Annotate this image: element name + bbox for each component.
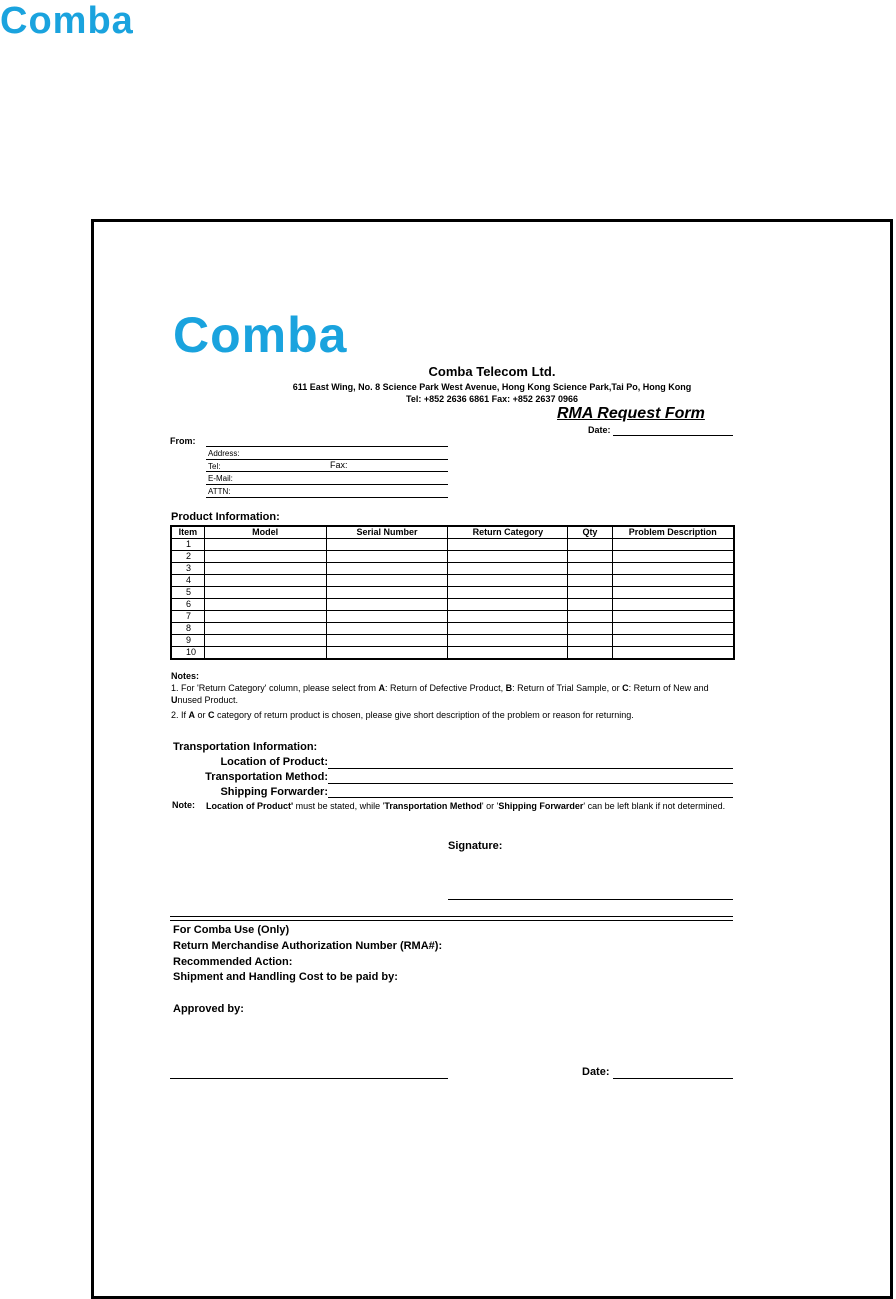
col-header-return-category: Return Category xyxy=(448,526,568,539)
note-1-text-b: : Return of Defective Product, xyxy=(385,683,506,693)
cell-problem-description[interactable] xyxy=(612,539,734,551)
note-1-cat-a: A xyxy=(378,683,386,693)
company-address: 611 East Wing, No. 8 Science Park West Avenue, Hong Kong Science Park,Tai Po, Hong Kong xyxy=(292,382,692,392)
transport-note-label: Note: xyxy=(172,800,195,810)
note-1-unused-initial: U xyxy=(171,695,178,705)
cell-qty[interactable] xyxy=(568,599,612,611)
cell-return-category[interactable] xyxy=(448,587,568,599)
signature-label: Signature: xyxy=(448,840,503,852)
approval-date-field[interactable] xyxy=(613,1078,733,1079)
table-row xyxy=(171,611,734,623)
table-row xyxy=(171,599,734,611)
cell-problem-description[interactable] xyxy=(612,563,734,575)
table-row xyxy=(171,551,734,563)
note-2-cat-a: A xyxy=(188,710,196,720)
company-name: Comba Telecom Ltd. xyxy=(428,364,556,379)
note-2-cat-c: C xyxy=(208,710,215,720)
item-number: 1 xyxy=(171,539,204,551)
note-2 xyxy=(171,709,736,721)
cell-serial-number[interactable] xyxy=(326,611,448,623)
product-table-header xyxy=(171,526,734,539)
divider-bottom xyxy=(170,920,733,921)
item-number: 8 xyxy=(171,623,204,635)
forwarder-label: Shipping Forwarder: xyxy=(220,786,328,798)
cell-qty[interactable] xyxy=(568,611,612,623)
email-field[interactable] xyxy=(206,484,448,485)
cell-problem-description[interactable] xyxy=(612,647,734,660)
cell-serial-number[interactable] xyxy=(326,599,448,611)
cell-serial-number[interactable] xyxy=(326,635,448,647)
item-number: 5 xyxy=(171,587,204,599)
col-header-qty: Qty xyxy=(568,526,612,539)
cell-qty[interactable] xyxy=(568,575,612,587)
from-field[interactable] xyxy=(206,446,448,447)
cell-model[interactable] xyxy=(204,539,326,551)
email-label: E-Mail: xyxy=(208,474,233,483)
cell-model[interactable] xyxy=(204,575,326,587)
col-header-model: Model xyxy=(204,526,326,539)
product-table xyxy=(170,525,735,660)
cell-serial-number[interactable] xyxy=(326,647,448,660)
cell-serial-number[interactable] xyxy=(326,575,448,587)
address-field[interactable] xyxy=(206,459,448,460)
cell-return-category[interactable] xyxy=(448,575,568,587)
cell-problem-description[interactable] xyxy=(612,635,734,647)
method-label: Transportation Method: xyxy=(205,771,328,783)
cell-serial-number[interactable] xyxy=(326,623,448,635)
cell-model[interactable] xyxy=(204,635,326,647)
note-2-text-c: category of return product is chosen, please give short description of the problem or reason for returning. xyxy=(214,710,634,720)
cell-return-category[interactable] xyxy=(448,647,568,660)
item-number: 9 xyxy=(171,635,204,647)
item-number: 3 xyxy=(171,563,204,575)
cell-return-category[interactable] xyxy=(448,551,568,563)
cell-model[interactable] xyxy=(204,551,326,563)
cell-problem-description[interactable] xyxy=(612,599,734,611)
cell-problem-description[interactable] xyxy=(612,587,734,599)
attn-field[interactable] xyxy=(206,497,448,498)
cell-return-category[interactable] xyxy=(448,611,568,623)
comba-use-heading: For Comba Use (Only) xyxy=(173,924,290,936)
table-row xyxy=(171,539,734,551)
note-2-text: 2. If xyxy=(171,710,189,720)
item-number: 4 xyxy=(171,575,204,587)
note-1-cat-c: C xyxy=(622,683,629,693)
comba-logo-header: Comba xyxy=(0,0,134,42)
divider-top xyxy=(170,916,733,917)
cell-return-category[interactable] xyxy=(448,599,568,611)
cell-return-category[interactable] xyxy=(448,635,568,647)
transport-note xyxy=(206,800,736,812)
cell-serial-number[interactable] xyxy=(326,551,448,563)
cell-serial-number[interactable] xyxy=(326,539,448,551)
cell-problem-description[interactable] xyxy=(612,551,734,563)
tel-label: Tel: xyxy=(208,462,221,471)
product-info-heading: Product Information: xyxy=(171,511,280,523)
from-label: From: xyxy=(170,436,196,446)
notes-section xyxy=(171,670,736,721)
cell-model[interactable] xyxy=(204,587,326,599)
cell-qty[interactable] xyxy=(568,623,612,635)
note-1-text-d: : Return of New and xyxy=(628,683,709,693)
tel-fax-field[interactable] xyxy=(206,471,448,472)
col-header-serial-number: Serial Number xyxy=(326,526,448,539)
item-number: 7 xyxy=(171,611,204,623)
cell-model[interactable] xyxy=(204,563,326,575)
cell-problem-description[interactable] xyxy=(612,611,734,623)
cell-serial-number[interactable] xyxy=(326,563,448,575)
cell-return-category[interactable] xyxy=(448,539,568,551)
note-1 xyxy=(171,682,736,706)
cell-qty[interactable] xyxy=(568,539,612,551)
note-1-text: 1. For 'Return Category' column, please select from xyxy=(171,683,379,693)
approved-by-field[interactable] xyxy=(170,1078,448,1079)
cell-serial-number[interactable] xyxy=(326,587,448,599)
transport-heading: Transportation Information: xyxy=(173,741,318,753)
rma-form-page xyxy=(91,219,893,1299)
cell-model[interactable] xyxy=(204,623,326,635)
cell-qty[interactable] xyxy=(568,587,612,599)
transport-note-text-f: ' can be left blank if not determined. xyxy=(583,801,726,811)
note-1-text-e: nused Product. xyxy=(177,695,239,705)
col-header-item: Item xyxy=(171,526,204,539)
transport-note-text-d: ' or ' xyxy=(481,801,499,811)
cell-return-category[interactable] xyxy=(448,563,568,575)
rma-number-label: Return Merchandise Authorization Number (RMA#): xyxy=(173,940,443,952)
date-label: Date: xyxy=(588,425,611,435)
method-field[interactable] xyxy=(328,783,733,784)
transport-note-text-b: must be stated, while ' xyxy=(293,801,385,811)
form-title: RMA Request Form xyxy=(557,405,705,422)
location-field[interactable] xyxy=(328,768,733,769)
table-row xyxy=(171,635,734,647)
signature-field[interactable] xyxy=(448,899,733,900)
table-row xyxy=(171,587,734,599)
col-header-problem-description: Problem Description xyxy=(612,526,734,539)
fax-label: Fax: xyxy=(330,460,348,470)
cell-model[interactable] xyxy=(204,611,326,623)
transport-note-location: Location of Product' xyxy=(206,801,294,811)
comba-logo-form: Comba xyxy=(173,307,348,363)
item-number: 2 xyxy=(171,551,204,563)
company-tel-fax: Tel: +852 2636 6861 Fax: +852 2637 0966 xyxy=(406,394,578,404)
shipping-cost-label: Shipment and Handling Cost to be paid by: xyxy=(173,971,398,983)
cell-qty[interactable] xyxy=(568,647,612,660)
cell-model[interactable] xyxy=(204,599,326,611)
note-1-text-c: : Return of Trial Sample, or xyxy=(512,683,623,693)
cell-return-category[interactable] xyxy=(448,623,568,635)
table-row xyxy=(171,647,734,660)
cell-problem-description[interactable] xyxy=(612,623,734,635)
table-row xyxy=(171,575,734,587)
location-label: Location of Product: xyxy=(220,756,328,768)
table-row xyxy=(171,623,734,635)
forwarder-field[interactable] xyxy=(328,797,733,798)
address-label: Address: xyxy=(208,449,240,458)
transport-note-forwarder: Shipping Forwarder xyxy=(498,801,584,811)
cell-problem-description[interactable] xyxy=(612,575,734,587)
cell-qty[interactable] xyxy=(568,551,612,563)
note-1-cat-b: B xyxy=(505,683,513,693)
cell-qty[interactable] xyxy=(568,563,612,575)
approval-date-label: Date: xyxy=(582,1066,610,1078)
item-number: 10 xyxy=(171,647,204,660)
transport-note-method: Transportation Method xyxy=(384,801,482,811)
notes-heading: Notes: xyxy=(171,671,200,681)
cell-model[interactable] xyxy=(204,647,326,660)
cell-qty[interactable] xyxy=(568,635,612,647)
date-field[interactable] xyxy=(613,435,733,436)
approved-by-label: Approved by: xyxy=(173,1003,244,1015)
item-number: 6 xyxy=(171,599,204,611)
table-row xyxy=(171,563,734,575)
note-2-text-b: or xyxy=(195,710,209,720)
recommended-action-label: Recommended Action: xyxy=(173,956,293,968)
attn-label: ATTN: xyxy=(208,487,231,496)
